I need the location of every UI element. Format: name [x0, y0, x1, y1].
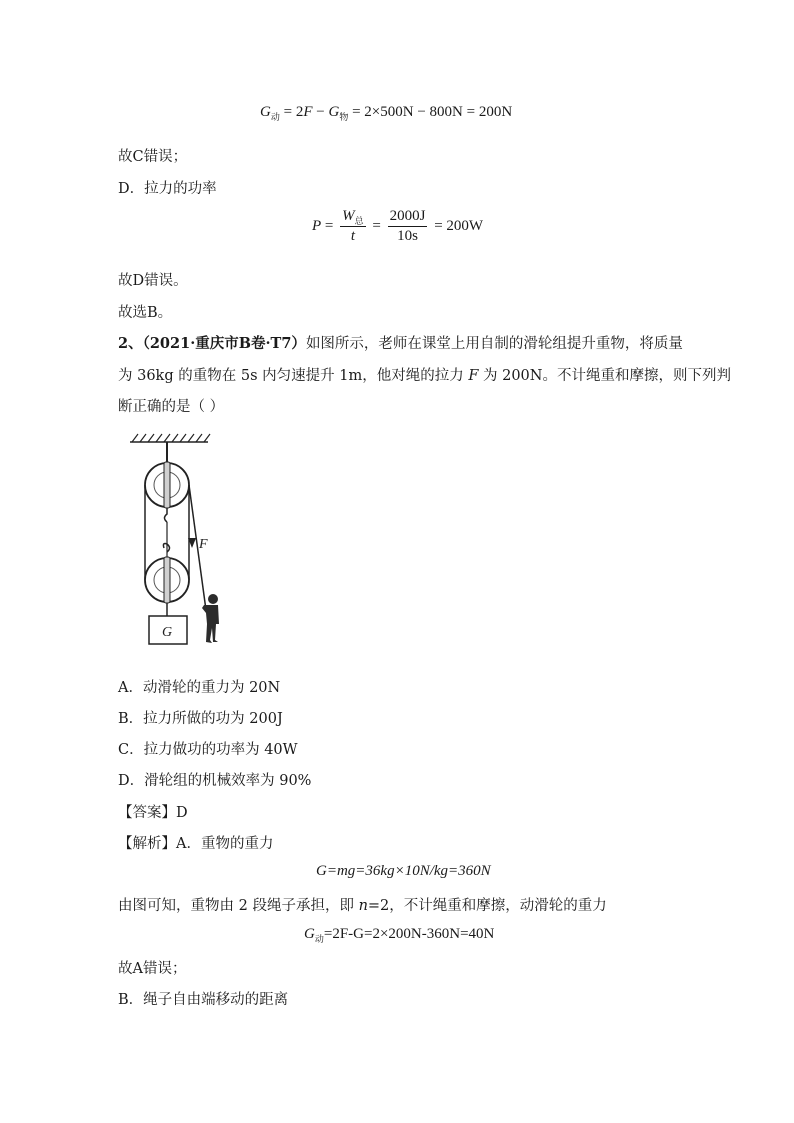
text-rope-segments: [118, 894, 607, 915]
question-line-1: [118, 332, 683, 353]
weight-label: G: [162, 625, 173, 640]
option-a: A．动滑轮的重力为 20N: [118, 680, 281, 696]
equation-part: =: [368, 217, 385, 234]
text-b-distance: B．绳子自由端移动的距离: [118, 992, 289, 1008]
option-b: B．拉力所做的功为 200J: [118, 711, 283, 727]
symbol-f: F: [468, 368, 479, 384]
equation-power: [312, 208, 483, 245]
text-c-wrong: 故C错误；: [118, 149, 188, 165]
text-choose-b: 故选B。: [118, 305, 173, 321]
fraction-work-time: [340, 208, 366, 245]
symbol-f: F: [303, 104, 313, 120]
question-text: 如图所示，老师在课堂上用自制的滑轮组提升重物，将质量: [305, 336, 683, 352]
text-d-power: D．拉力的功率: [118, 181, 217, 197]
option-d: D．滑轮组的机械效率为 90%: [118, 773, 312, 789]
equation-weight: G=mg=36kg×10N/kg=360N: [316, 863, 491, 879]
equation-part: −: [312, 104, 329, 120]
symbol-g: G: [260, 104, 271, 120]
option-c: C．拉力做功的功率为 40W: [118, 742, 298, 758]
question-number: 2、: [118, 335, 143, 352]
rope-text: =2，不计绳重和摩擦，动滑轮的重力: [367, 898, 607, 914]
text-a-wrong: 故A错误；: [118, 961, 187, 977]
equation-rhs: =2F-G=2×200N-360N=40N: [323, 926, 495, 942]
symbol-g: G: [304, 926, 315, 942]
rope-text: 由图可知，重物由 2 段绳子承担，即: [118, 898, 359, 914]
subscript-total: 总: [354, 216, 364, 226]
question-text: 为 200N。不计绳重和摩擦，则下列判: [478, 368, 731, 384]
question-line-3: 断正确的是（ ）: [118, 399, 225, 415]
ceiling-hatch: [132, 434, 210, 442]
equation-part: =: [321, 217, 338, 234]
equation-moving-pulley-weight-2: [304, 926, 494, 943]
answer: 【答案】D: [118, 805, 188, 821]
analysis-label: 【解析】A．重物的重力: [118, 836, 274, 852]
equation-moving-pulley-weight: [260, 104, 512, 121]
question-source: （2021·重庆市B卷·T7）: [142, 335, 306, 352]
numerator: 2000J: [388, 208, 428, 227]
symbol-t: t: [350, 228, 355, 244]
symbol-g: G: [328, 104, 340, 120]
equation-rhs: = 2×500N − 800N = 200N: [348, 104, 513, 120]
equation-part: = 2: [279, 104, 304, 120]
pulley-diagram: [122, 432, 232, 652]
subscript-moving: 动: [270, 112, 280, 122]
symbol-w: W: [342, 208, 355, 224]
subscript-moving: 动: [314, 934, 324, 944]
symbol-p: P: [312, 217, 322, 234]
equation-rhs: = 200W: [430, 217, 484, 234]
subscript-object: 物: [339, 112, 349, 122]
fraction-values: [388, 208, 428, 245]
symbol-n: n: [358, 898, 368, 914]
force-label: F: [199, 537, 208, 552]
question-text: 为 36kg 的重物在 5s 内匀速提升 1m，他对绳的拉力: [118, 368, 469, 384]
denominator: 10s: [397, 228, 418, 244]
question-line-2: [118, 364, 731, 385]
text-d-wrong: 故D错误。: [118, 273, 188, 289]
